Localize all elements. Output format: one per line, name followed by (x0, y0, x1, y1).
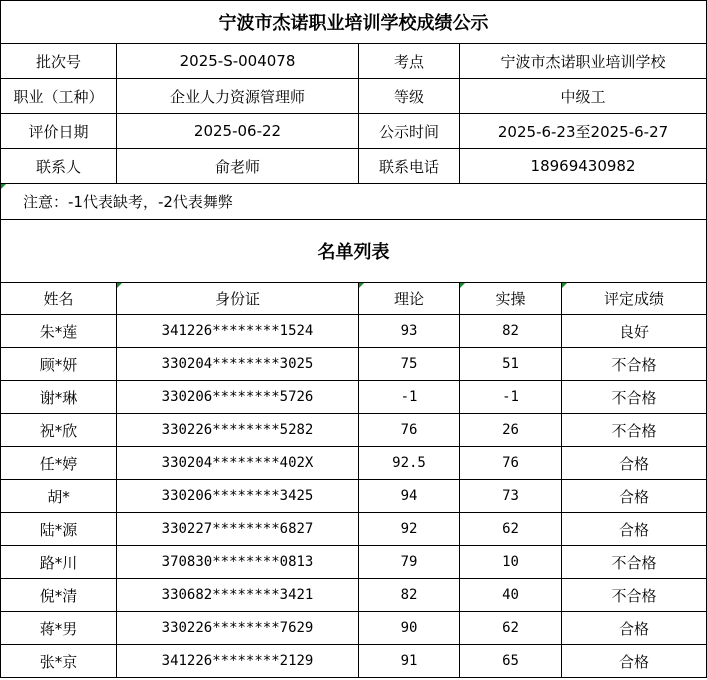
cell-theory: 82 (359, 579, 460, 612)
cell-theory: 94 (359, 480, 460, 513)
section-title: 名单列表 (1, 220, 707, 283)
cell-id-number: 330206********5726 (117, 381, 359, 414)
cell-result: 不合格 (562, 381, 707, 414)
table-row (1, 480, 707, 513)
table-row (1, 612, 707, 645)
cell-name: 任*婷 (1, 447, 117, 480)
table-row (1, 414, 707, 447)
column-header-row (1, 283, 707, 315)
cell-theory: 79 (359, 546, 460, 579)
cell-id-number: 330227********6827 (117, 513, 359, 546)
cell-name: 胡* (1, 480, 117, 513)
col-header-theory: 理论 (359, 283, 460, 315)
cell-id-number: 341226********2129 (117, 645, 359, 678)
cell-theory: -1 (359, 381, 460, 414)
cell-name: 祝*欣 (1, 414, 117, 447)
publicity-label: 公示时间 (359, 114, 460, 149)
site-value: 宁波市杰诺职业培训学校 (460, 44, 707, 79)
batch-label: 批次号 (1, 44, 117, 79)
cell-id-number: 330206********3425 (117, 480, 359, 513)
info-row-date (1, 114, 707, 149)
cell-theory: 75 (359, 348, 460, 381)
site-label: 考点 (359, 44, 460, 79)
cell-practice: -1 (460, 381, 562, 414)
cell-result: 良好 (562, 315, 707, 348)
table-row (1, 348, 707, 381)
note-row (1, 184, 707, 220)
cell-theory: 76 (359, 414, 460, 447)
cell-name: 谢*琳 (1, 381, 117, 414)
cell-theory: 90 (359, 612, 460, 645)
cell-name: 倪*清 (1, 579, 117, 612)
cell-result: 合格 (562, 480, 707, 513)
col-header-id: 身份证 (117, 283, 359, 315)
cell-practice: 82 (460, 315, 562, 348)
cell-id-number: 330682********3421 (117, 579, 359, 612)
table-row (1, 447, 707, 480)
cell-result: 不合格 (562, 348, 707, 381)
cell-name: 陆*源 (1, 513, 117, 546)
cell-name: 张*京 (1, 645, 117, 678)
cell-result: 合格 (562, 612, 707, 645)
cell-practice: 10 (460, 546, 562, 579)
section-row (1, 220, 707, 283)
contact-label: 联系人 (1, 149, 117, 184)
cell-practice: 73 (460, 480, 562, 513)
table-row (1, 315, 707, 348)
cell-theory: 92.5 (359, 447, 460, 480)
cell-practice: 62 (460, 513, 562, 546)
cell-practice: 51 (460, 348, 562, 381)
note-text: 注意：-1代表缺考，-2代表舞弊 (1, 184, 707, 220)
cell-id-number: 330226********5282 (117, 414, 359, 447)
cell-name: 蒋*男 (1, 612, 117, 645)
cell-id-number: 370830********0813 (117, 546, 359, 579)
batch-value: 2025-S-004078 (117, 44, 359, 79)
cell-theory: 93 (359, 315, 460, 348)
table-row (1, 513, 707, 546)
publicity-value: 2025-6-23至2025-6-27 (460, 114, 707, 149)
cell-id-number: 330204********3025 (117, 348, 359, 381)
cell-result: 不合格 (562, 546, 707, 579)
contact-value: 俞老师 (117, 149, 359, 184)
level-value: 中级工 (460, 79, 707, 114)
cell-practice: 40 (460, 579, 562, 612)
phone-value: 18969430982 (460, 149, 707, 184)
cell-result: 合格 (562, 513, 707, 546)
col-header-practice: 实操 (460, 283, 562, 315)
cell-practice: 26 (460, 414, 562, 447)
level-label: 等级 (359, 79, 460, 114)
cell-result: 不合格 (562, 414, 707, 447)
eval-date-label: 评价日期 (1, 114, 117, 149)
table-row (1, 579, 707, 612)
job-value: 企业人力资源管理师 (117, 79, 359, 114)
table-row (1, 645, 707, 678)
cell-theory: 91 (359, 645, 460, 678)
cell-theory: 92 (359, 513, 460, 546)
col-header-result: 评定成绩 (562, 283, 707, 315)
table-row (1, 546, 707, 579)
cell-practice: 65 (460, 645, 562, 678)
phone-label: 联系电话 (359, 149, 460, 184)
info-row-contact (1, 149, 707, 184)
col-header-name: 姓名 (1, 283, 117, 315)
sheet-title: 宁波市杰诺职业培训学校成绩公示 (1, 1, 707, 44)
title-row (1, 1, 707, 44)
cell-name: 朱*莲 (1, 315, 117, 348)
cell-practice: 76 (460, 447, 562, 480)
cell-result: 合格 (562, 645, 707, 678)
cell-id-number: 341226********1524 (117, 315, 359, 348)
cell-id-number: 330204********402X (117, 447, 359, 480)
cell-name: 顾*妍 (1, 348, 117, 381)
info-row-job (1, 79, 707, 114)
cell-result: 合格 (562, 447, 707, 480)
job-label: 职业（工种） (1, 79, 117, 114)
cell-id-number: 330226********7629 (117, 612, 359, 645)
info-row-batch (1, 44, 707, 79)
cell-result: 不合格 (562, 579, 707, 612)
eval-date-value: 2025-06-22 (117, 114, 359, 149)
cell-name: 路*川 (1, 546, 117, 579)
table-row (1, 381, 707, 414)
cell-practice: 62 (460, 612, 562, 645)
